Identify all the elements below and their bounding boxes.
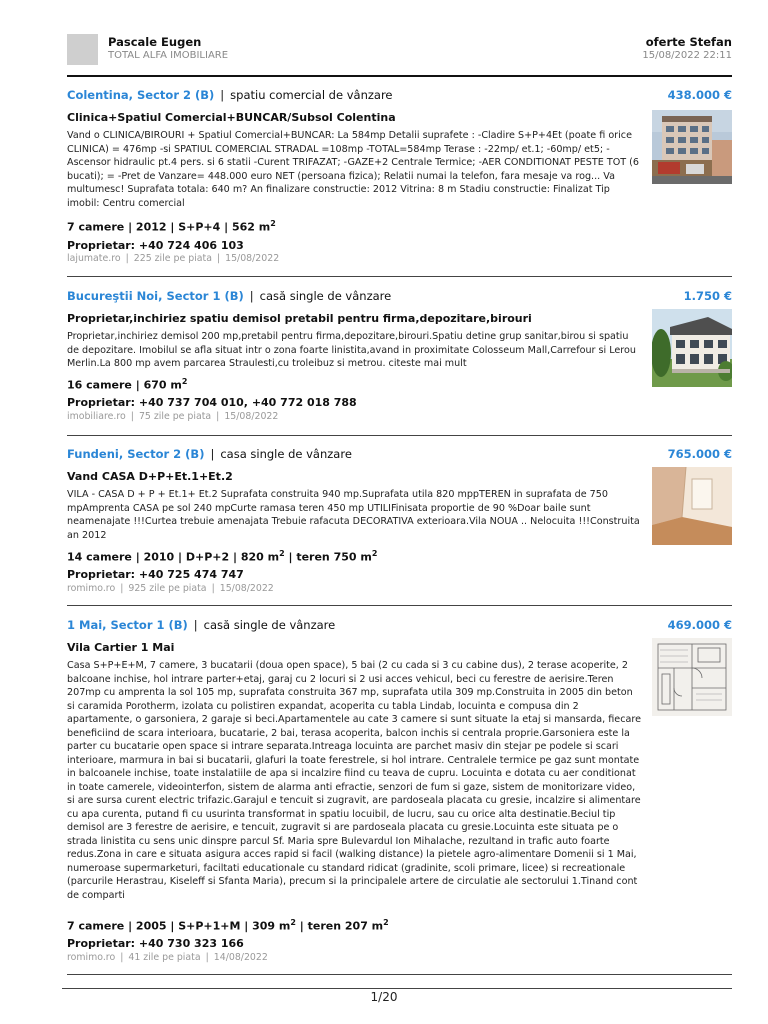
listing-heading: Colentina, Sector 2 (B) | spatiu comercial de vânzare bbox=[67, 88, 393, 102]
listing-date: 15/08/2022 bbox=[224, 411, 279, 422]
listing-divider bbox=[67, 276, 732, 277]
offer-date: 15/08/2022 22:11 bbox=[642, 50, 732, 61]
listing-photo[interactable] bbox=[652, 638, 732, 716]
listing-location-link[interactable]: Colentina, Sector 2 (B) bbox=[67, 88, 215, 102]
listing-divider bbox=[67, 605, 732, 606]
listing-meta: romimo.ro | 925 zile pe piata | 15/08/2022 bbox=[67, 583, 274, 594]
listing-price: 438.000 € bbox=[667, 88, 732, 102]
listing-location-link[interactable]: 1 Mai, Sector 1 (B) bbox=[67, 618, 188, 632]
listing-card bbox=[67, 289, 732, 429]
listing-type: casă single de vânzare bbox=[259, 289, 392, 303]
listing-location-link[interactable]: Bucureştii Noi, Sector 1 (B) bbox=[67, 289, 244, 303]
listing-type: casă single de vânzare bbox=[203, 618, 336, 632]
listing-days: 925 zile pe piata bbox=[128, 583, 207, 594]
listing-title[interactable]: Vand CASA D+P+Et.1+Et.2 bbox=[67, 470, 233, 483]
listing-photo[interactable] bbox=[652, 309, 732, 387]
listing-phone: Proprietar: +40 737 704 010, +40 772 018 788 bbox=[67, 396, 357, 409]
page-header bbox=[67, 33, 732, 75]
listing-date: 15/08/2022 bbox=[225, 253, 280, 264]
listing-source[interactable]: romimo.ro bbox=[67, 583, 116, 594]
listing-location-link[interactable]: Fundeni, Sector 2 (B) bbox=[67, 447, 205, 461]
listing-source[interactable]: romimo.ro bbox=[67, 952, 116, 963]
listing-description: Casa S+P+E+M, 7 camere, 3 bucatarii (doua open space), 5 bai (2 cu cada si 3 cu cabine dus), 2 terase acoperite, 2 balcoane inchise, hol intrare parter+etaj, garaj cu 2 locuri si 2 usi acces vehicul, beci cu ferestre de aerisire.Teren 207mp cu amprenta la sol 105 mp, suprafata construita 367 mp, suprafata utila 309 mp.Construita in 2005 din beton si caramida Porotherm, izolata cu polistiren expandat, acoperita cu tabla Lindab, locuinta e compusa din 2 apartamente, o garsoniera, 2 garaje si beci.Apartamentele au cate 3 camere si sunt situate la etaj si mansarda, fiecare beneficiind de scara interioara, bucatarie, 2 bai, terasa acoperita, balcon inchis si centrala proprie.Garsoniera este la parter cu bucatarie open space si intrare separata.Intreaga locuinta are parchet masiv din stejar pe podele si scari interioare, marmura in bai si bucatarii, glafuri la toate ferestrele, si hol intrare. Centralele termice pe gaz sunt montate in balcoanele inchise, toate instalatiile de apa si incalzire fiind cu teava de cupru. Locuinta e dotata cu aer conditionat in toate camerele, videointerfon, sistem de alarma anti efractie, senzori de fum si gaze, sistem de monitorizare video, si are sursa curent electric trifazic.Garajul e tencuit si zugravit, are pardoseala placata cu gresie, incalzire si alimentare cu apa curenta, putand fi cu usurinta transformat in spatiu locuibil, de lucru, sau cu orice alta destinatie.Beciul tip demisol are 3 ferestre de aerisire, e tencuit, zugravit si are pardoseala placata cu gresie.Locuinta este situata pe o strada linistita cu sens unic dinspre parcul Sf. Maria spre Bulevardul Ion Mihalache, rezultand in trafic auto foarte redus.Zona in care e situata asigura acces rapid si facil (walking distance) la pietele agro-alimentare Domenii si 1 Mai, numeroase supermarketuri, faciltati educationale cu standard ridicat (gradinite, scoli primare, licee) si recreationale (parcurile Herastrau, Kiseleff si Sfanta Maria), precum si la principalele artere de circulatie ale sectorului 1.Tinand cont de comparti bbox=[67, 660, 642, 901]
listing-meta: imobiliare.ro | 75 zile pe piata | 15/08/2022 bbox=[67, 411, 279, 422]
avatar bbox=[67, 34, 98, 65]
header-divider bbox=[67, 75, 732, 77]
listing-phone: Proprietar: +40 724 406 103 bbox=[67, 239, 244, 252]
listing-type: spatiu comercial de vânzare bbox=[230, 88, 393, 102]
listing-divider bbox=[67, 435, 732, 436]
listing-photo[interactable] bbox=[652, 110, 732, 184]
listing-description: Vand o CLINICA/BIROURI + Spatiul Comercial+BUNCAR: La 584mp Detalii suprafete : -Cladire S+P+4Et (poate fi orice CLINICA) = 476mp -si SPATIUL COMERCIAL STRADAL =108mp -TOTAL=584mp Terase : -22mp/ et.1; -60mp/ et5; -Ascensor hidraulic pt.4 pers. si 6 statii -Curent TRIFAZAT; -GAZE+2 Centrale Termice; -AER CONDITIONAT PESTE TOT (6 bucati); = -Pret de Vanzare= 448.000 euro NET (persoana fizica); Relatii numai la telefon, fara mesaje va rog... Va multumesc! Suprafata totala: 640 m? An finalizare constructie: 2012 Vitrina: 8 m Stadiu constructie: Finalizat Tip imobil: Centru comercial bbox=[67, 130, 640, 209]
listing-title[interactable]: Proprietar,inchiriez spatiu demisol pretabil pentru firma,depozitare,birouri bbox=[67, 312, 532, 325]
listing-phone: Proprietar: +40 725 474 747 bbox=[67, 568, 244, 581]
listing-card bbox=[67, 88, 732, 268]
listing-divider bbox=[67, 974, 732, 975]
listing-date: 15/08/2022 bbox=[219, 583, 274, 594]
footer-divider bbox=[62, 988, 732, 989]
listing-source[interactable]: lajumate.ro bbox=[67, 253, 121, 264]
listing-specs: 7 camere | 2012 | S+P+4 | 562 $m^2$ bbox=[67, 219, 276, 234]
listing-price: 469.000 € bbox=[667, 618, 732, 632]
listing-photo[interactable] bbox=[652, 467, 732, 545]
listing-date: 14/08/2022 bbox=[213, 952, 268, 963]
listing-heading: 1 Mai, Sector 1 (B) | casă single de vânzare bbox=[67, 618, 336, 632]
listing-specs: 7 camere | 2005 | S+P+1+M | 309 $m^2$ | teren 207 $m^2$ bbox=[67, 918, 389, 933]
listing-card bbox=[67, 618, 732, 968]
listing-type: casa single de vânzare bbox=[220, 447, 352, 461]
listing-days: 225 zile pe piata bbox=[133, 253, 212, 264]
listing-specs: 16 camere | 670 $m^2$ bbox=[67, 377, 188, 392]
listing-phone: Proprietar: +40 730 323 166 bbox=[67, 937, 244, 950]
listing-days: 75 zile pe piata bbox=[138, 411, 212, 422]
listing-title[interactable]: Vila Cartier 1 Mai bbox=[67, 641, 175, 654]
listing-price: 765.000 € bbox=[667, 447, 732, 461]
agent-name: Pascale Eugen bbox=[108, 35, 202, 49]
listing-specs: 14 camere | 2010 | D+P+2 | 820 $m^2$ | teren 750 $m^2$ bbox=[67, 549, 378, 564]
listing-description: VILA - CASA D + P + Et.1+ Et.2 Suprafata construita 940 mp.Suprafata utila 820 mppTEREN in suprafata de 750 mpAmprenta CASA pe sol 240 mpCurte ramasa teren 450 mp UTILIFinisata proportie de 90 %Doar baile sunt neamenajate !!!Curtea trebuie amenajata Trebuie rafacuta DECORATIVA exterioara.Vila NOUA .. Nelocuita !!!Construita an 2012 bbox=[67, 489, 640, 541]
listing-days: 41 zile pe piata bbox=[128, 952, 201, 963]
listing-price: 1.750 € bbox=[683, 289, 732, 303]
agency-name: TOTAL ALFA IMOBILIARE bbox=[108, 50, 229, 61]
listing-description: Proprietar,inchiriez demisol 200 mp,pretabil pentru firma,depozitare,birouri.Spatiu detine grup sanitar,birou si spatiu de depozitare. Imobilul se afla situat intr o zona foarte linistita,avand in proximitate Colosseum Mall,Carrefour si Lerou Merlin.La 800 mp avem parcarea Straulesti,cu troleibuz si metrou. citeste mai mult bbox=[67, 331, 636, 369]
listing-heading: Fundeni, Sector 2 (B) | casa single de vânzare bbox=[67, 447, 352, 461]
listing-source[interactable]: imobiliare.ro bbox=[67, 411, 126, 422]
listing-meta: lajumate.ro | 225 zile pe piata | 15/08/2022 bbox=[67, 253, 280, 264]
listing-title[interactable]: Clinica+Spatiul Comercial+BUNCAR/Subsol Colentina bbox=[67, 111, 396, 124]
offer-title: oferte Stefan bbox=[645, 35, 732, 49]
page-indicator: 1/20 bbox=[370, 990, 398, 1004]
listing-meta: romimo.ro | 41 zile pe piata | 14/08/2022 bbox=[67, 952, 268, 963]
listing-heading: Bucureştii Noi, Sector 1 (B) | casă single de vânzare bbox=[67, 289, 392, 303]
listing-card bbox=[67, 447, 732, 602]
